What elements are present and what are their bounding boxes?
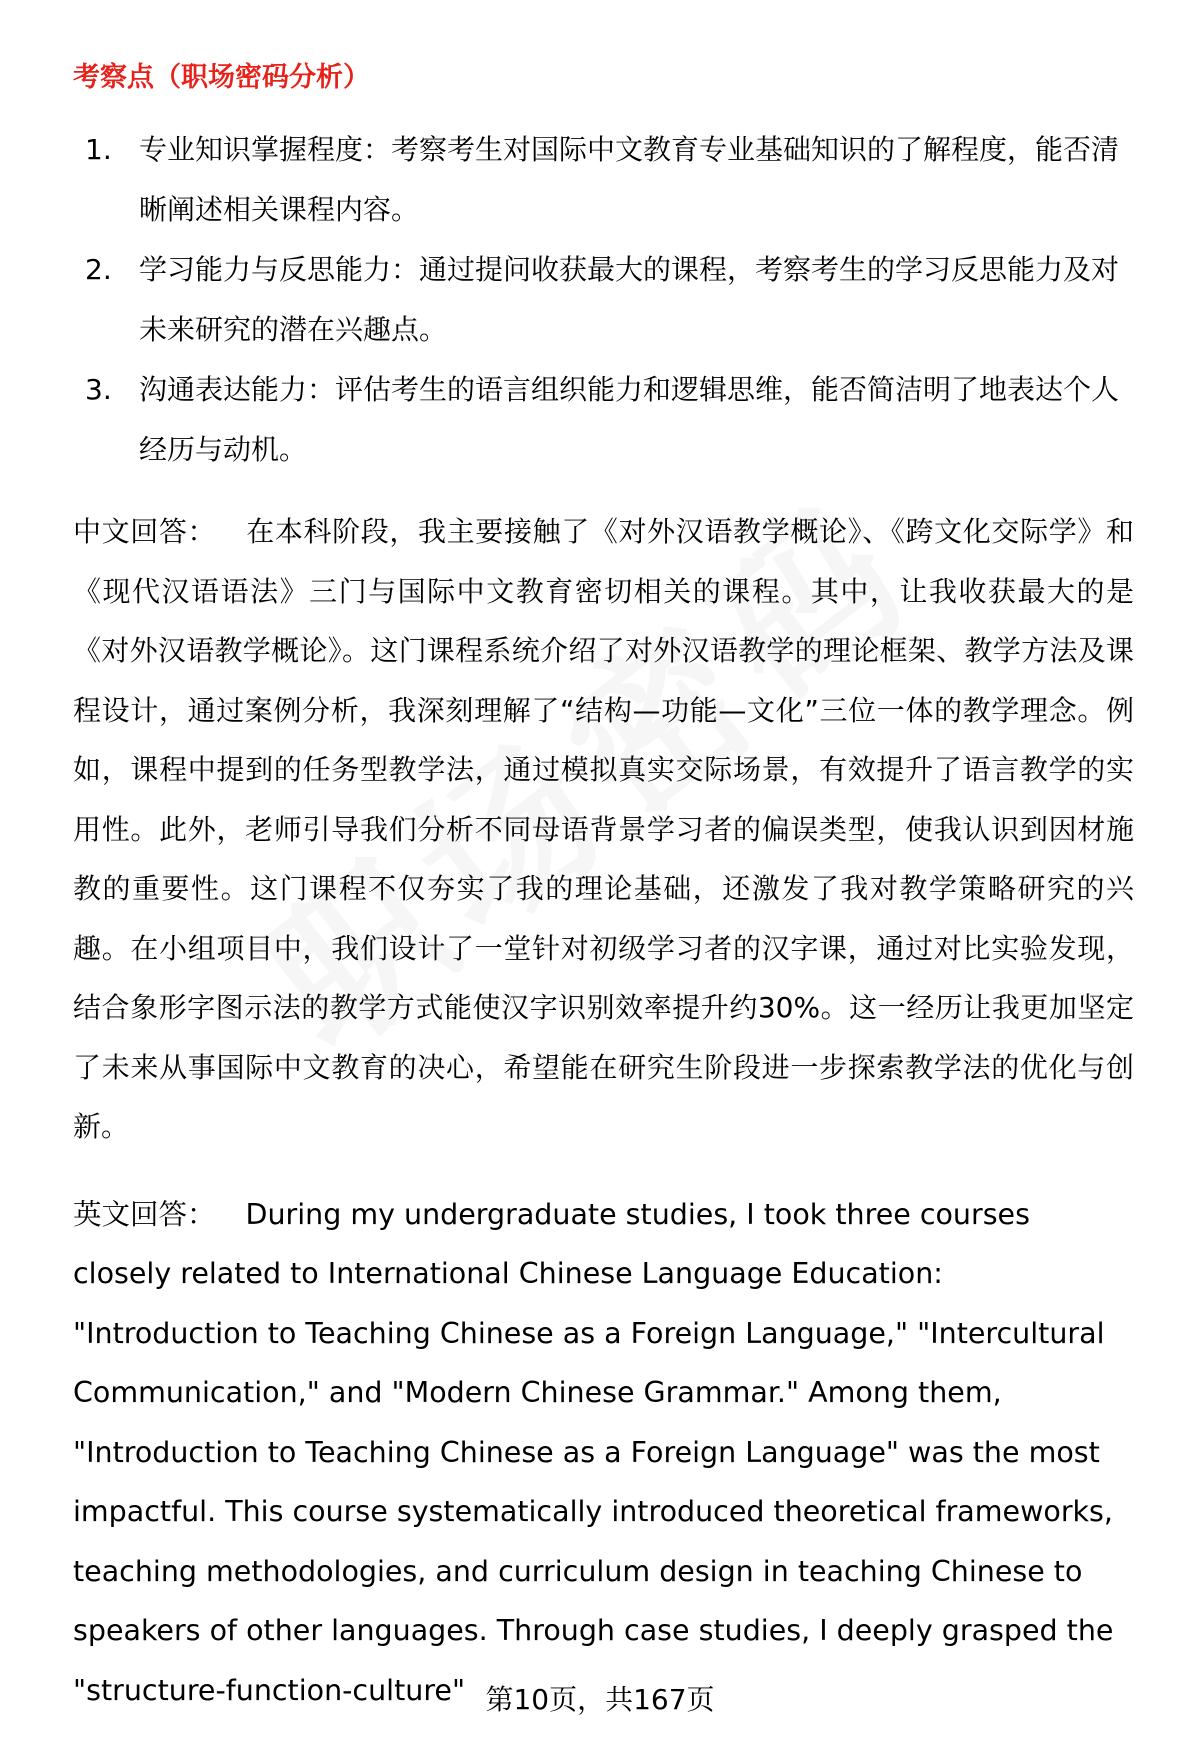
- list-item-number: 2.: [85, 253, 112, 286]
- english-answer-text: During my undergraduate studies, I took three courses closely related to International Chinese Language Education: "Introduction to Teaching Chinese as a Foreign Language," "Intercultural Communication," and "Modern Chinese Grammar." Among them, "Introduction to Teaching Chinese as a Foreign Language" was the most impactful. This course systematically introduced theoretical frameworks, teaching methodologies, and curriculum design in teaching Chinese to speakers of other languages. Through case studies, I deeply grasped the "structure-function-culture": [73, 1197, 1114, 1707]
- section-title: 考察点（职场密码分析）: [73, 62, 370, 93]
- list-item-text: 学习能力与反思能力：通过提问收获最大的课程，考察考生的学习反思能力及对未来研究的潜在兴趣点。: [139, 253, 1120, 346]
- chinese-answer-paragraph: [73, 502, 1134, 1157]
- chinese-answer-label: 中文回答：: [73, 515, 217, 548]
- list-item: [73, 360, 1134, 480]
- list-item: [73, 240, 1134, 360]
- list-item-number: 1.: [85, 133, 112, 166]
- chinese-answer-text: 在本科阶段，我主要接触了《对外汉语教学概论》、《跨文化交际学》和《现代汉语语法》三门与国际中文教育密切相关的课程。其中，让我收获最大的是《对外汉语教学概论》。这门课程系统介绍了对外汉语教学的理论框架、教学方法及课程设计，通过案例分析，我深刻理解了“结构—功能—文化”三位一体的教学理念。例如，课程中提到的任务型教学法，通过模拟真实交际场景，有效提升了语言教学的实用性。此外，老师引导我们分析不同母语背景学习者的偏误类型，使我认识到因材施教的重要性。这门课程不仅夯实了我的理论基础，还激发了我对教学策略研究的兴趣。在小组项目中，我们设计了一堂针对初级学习者的汉字课，通过对比实验发现，结合象形字图示法的教学方式能使汉字识别效率提升约30%。这一经历让我更加坚定了未来从事国际中文教育的决心，希望能在研究生阶段进一步探索教学法的优化与创新。: [73, 515, 1134, 1143]
- english-answer-paragraph: [73, 1185, 1134, 1721]
- list-item: [73, 120, 1134, 240]
- list-item-text: 沟通表达能力：评估考生的语言组织能力和逻辑思维，能否简洁明了地表达个人经历与动机。: [139, 373, 1120, 466]
- assessment-points-list: [73, 120, 1134, 480]
- list-item-number: 3.: [85, 373, 112, 406]
- english-answer-label: 英文回答：: [73, 1197, 216, 1231]
- page-number-footer: 第10页，共167页: [485, 1683, 715, 1716]
- list-item-text: 专业知识掌握程度：考察考生对国际中文教育专业基础知识的了解程度，能否清晰阐述相关课程内容。: [139, 133, 1120, 226]
